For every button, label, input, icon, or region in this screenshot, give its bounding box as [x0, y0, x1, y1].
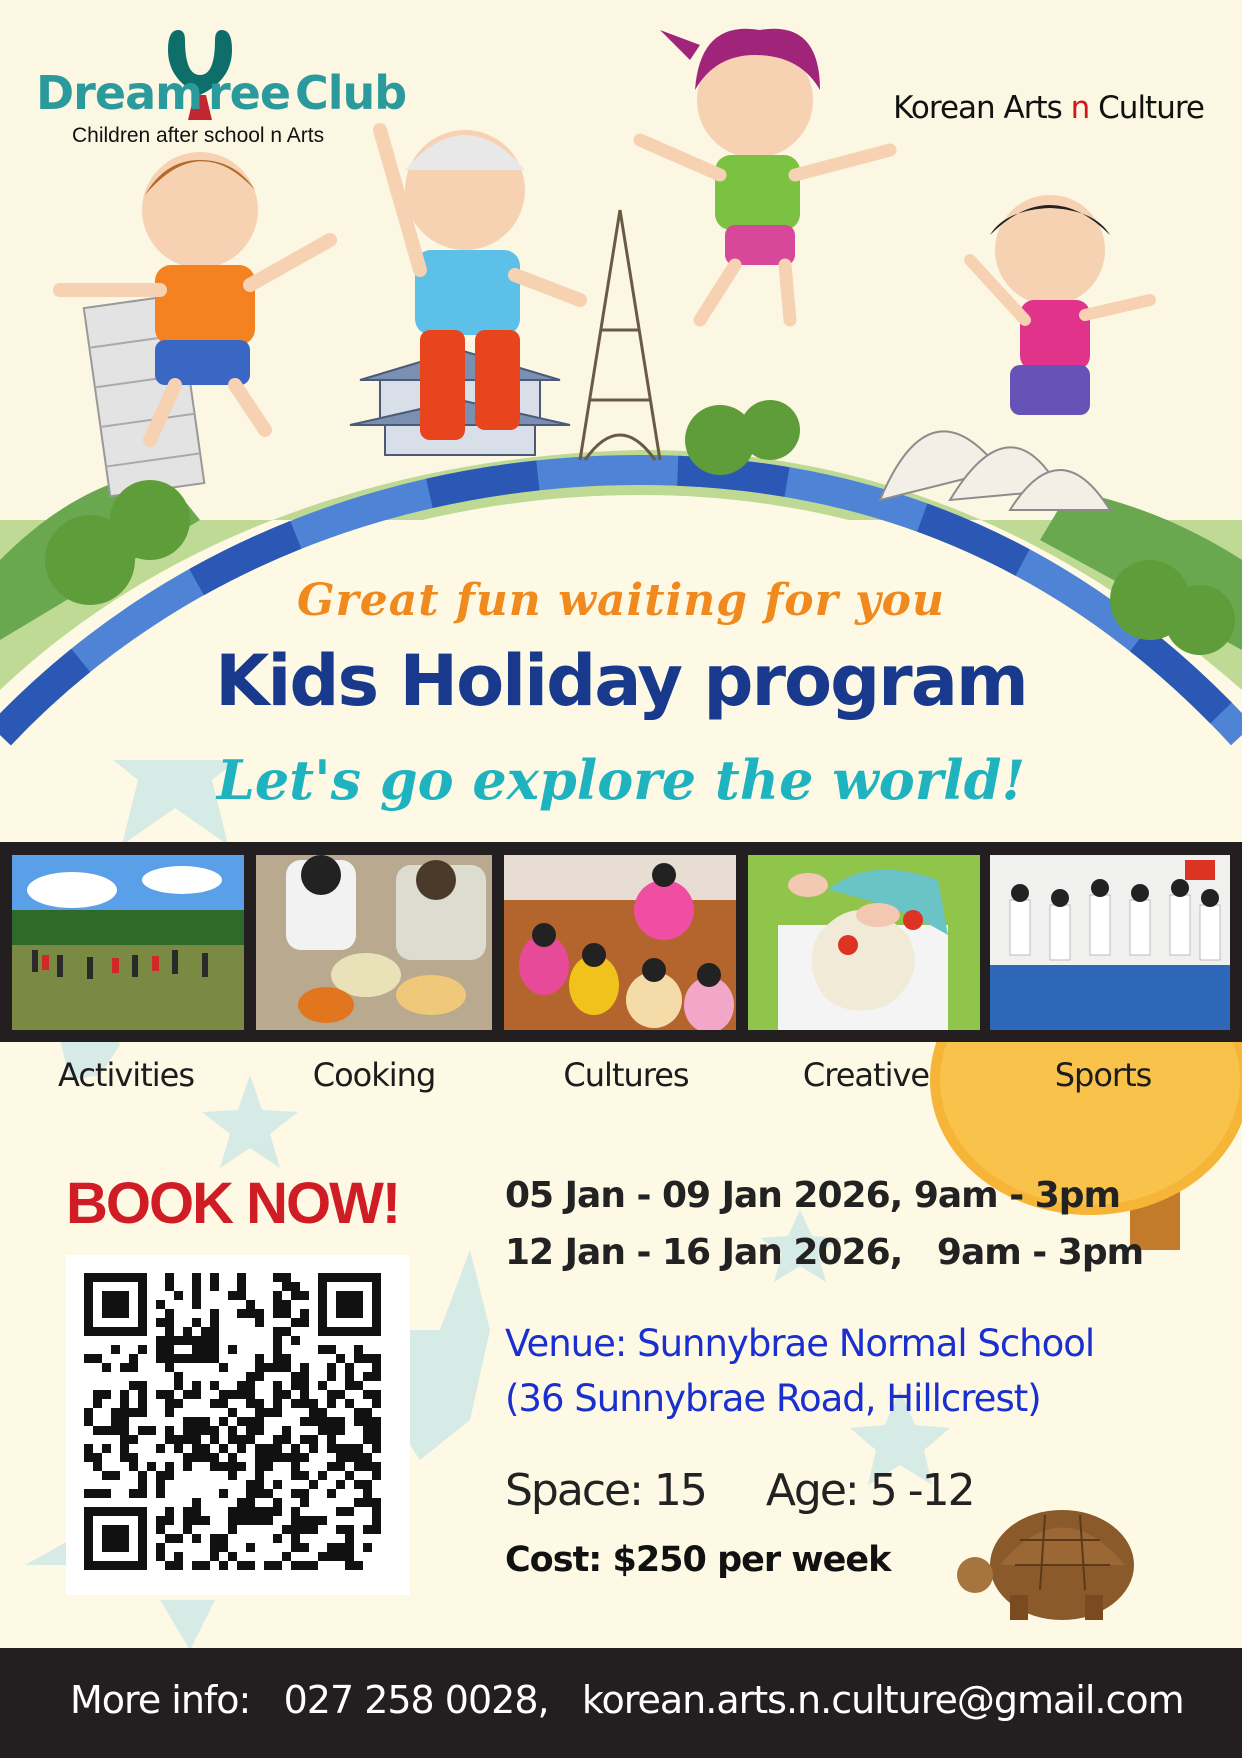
brand-n: n [1070, 90, 1090, 126]
photo-creative [748, 855, 980, 1030]
date-week-2: 12 Jan - 16 Jan 2026, 9am - 3pm [505, 1232, 1144, 1273]
book-now-heading: BOOK NOW! [66, 1171, 400, 1236]
cost: Cost: $250 per week [505, 1540, 891, 1580]
photo-cultures [504, 855, 736, 1030]
page-title: Kids Holiday program [215, 640, 1027, 722]
caption-cultures: Cultures [563, 1056, 689, 1094]
brand-part1: Korean Arts [893, 90, 1071, 126]
footer-bar [0, 1648, 1242, 1758]
contact-info[interactable]: More info: 027 258 0028, korean.arts.n.culture@gmail.com [70, 1678, 1184, 1722]
brand-part2: Culture [1089, 90, 1204, 126]
hero-subtitle: Let's go explore the world! [216, 748, 1026, 812]
brand-name [893, 90, 1204, 126]
qr-code-graphic [66, 1255, 410, 1595]
date-week-1: 05 Jan - 09 Jan 2026, 9am - 3pm [505, 1175, 1121, 1216]
venue-name: Venue: Sunnybrae Normal School [505, 1322, 1095, 1365]
caption-activities: Activities [58, 1056, 194, 1094]
logo-tagline: Children after school n Arts [72, 124, 325, 147]
caption-creative: Creative [802, 1056, 930, 1094]
logo-word-dream: Dream [36, 66, 203, 120]
hero-tagline: Great fun waiting for you [296, 575, 946, 626]
space-age: Space: 15 Age: 5 -12 [505, 1465, 974, 1516]
caption-sports: Sports [1054, 1056, 1152, 1094]
photo-activities [12, 855, 244, 1030]
photo-cooking [256, 855, 492, 1030]
caption-cooking: Cooking [312, 1056, 436, 1094]
logo-word-club: Club [295, 66, 407, 120]
qr-code-icon[interactable] [66, 1255, 410, 1595]
logo-word-tree: ree [208, 66, 291, 120]
photo-sports [990, 855, 1230, 1030]
venue-address: (36 Sunnybrae Road, Hillcrest) [505, 1377, 1041, 1420]
